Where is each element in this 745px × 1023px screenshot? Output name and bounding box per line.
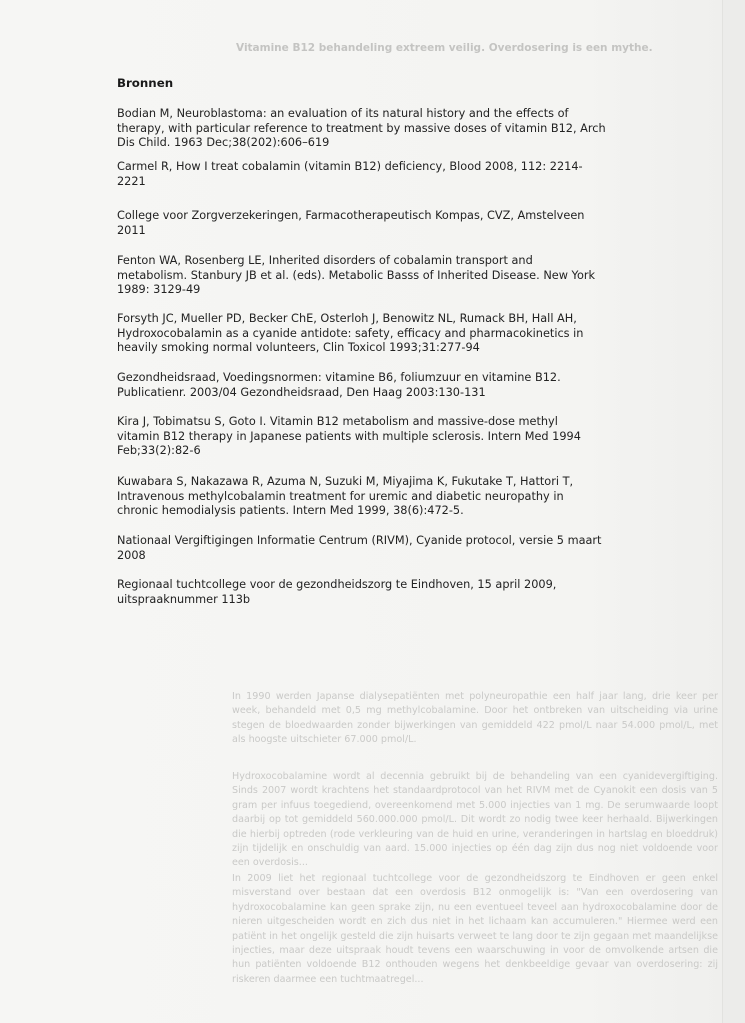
reference-line: therapy, with particular reference to treatment by massive doses of vitamin B12, Arch — [117, 121, 606, 135]
reference-line: Nationaal Vergiftigingen Informatie Centrum (RIVM), Cyanide protocol, versie 5 maart — [117, 534, 602, 547]
reference-line: Kuwabara S, Nakazawa R, Azuma N, Suzuki M, Miyajima K, Fukutake T, Hattori T, — [117, 475, 574, 488]
bleed-through-title: Vitamine B12 behandeling extreem veilig. Overdosering is een mythe. — [236, 42, 653, 54]
reference-line: Regionaal tuchtcollege voor de gezondheidszorg te Eindhoven, 15 april 2009, — [117, 578, 557, 591]
reference-line: 2011 — [117, 223, 146, 237]
reference-item — [117, 312, 583, 356]
reference-line: Intravenous methylcobalamin treatment for uremic and diabetic neuropathy in — [117, 489, 564, 503]
reference-line: Carmel R, How I treat cobalamin (vitamin B12) deficiency, Blood 2008, 112: 2214- — [117, 160, 583, 173]
bleed-through-paragraph: In 2009 liet het regionaal tuchtcollege voor de gezondheidszorg te Eindhoven er geen enkel misverstand over bestaan dat een overdosis B12 onmogelijk is: "Van een overdosering van hydroxocobalamine kan geen sprake zijn, nu een eventueel teveel aan hydroxocobalamine door de nieren uitgescheiden wordt en zich dus niet in het lichaam kan accumuleren." Hiermee werd een patiënt in het ongelijk gesteld die zijn huisarts verweet te lang door te zijn gegaan met maandelijkse injecties, maar deze uitspraak houdt tevens een waarschuwing in voor de omvolkende artsen die hun patiënten voldoende B12 onthouden wegens het denkbeeldige gevaar van overdosering: zij riskeren daarmee een tuchtmaatregel... — [232, 873, 718, 985]
reference-item — [117, 254, 595, 298]
reference-line: Feb;33(2):82-6 — [117, 444, 201, 458]
page-edge — [722, 0, 745, 1023]
reference-line: 2008 — [117, 548, 146, 562]
reference-item — [117, 475, 573, 519]
section-heading: Bronnen — [117, 76, 174, 90]
reference-line: uitspraaknummer 113b — [117, 592, 251, 606]
reference-item — [117, 209, 584, 238]
reference-item — [117, 415, 581, 459]
reference-line: Fenton WA, Rosenberg LE, Inherited disorders of cobalamin transport and — [117, 254, 533, 267]
reference-line: Kira J, Tobimatsu S, Goto I. Vitamin B12 metabolism and massive-dose methyl — [117, 415, 558, 428]
reference-line: vitamin B12 therapy in Japanese patients with multiple sclerosis. Intern Med 1994 — [117, 429, 581, 443]
reference-line: Forsyth JC, Mueller PD, Becker ChE, Osterloh J, Benowitz NL, Rumack BH, Hall AH, — [117, 312, 577, 325]
reference-line: 2221 — [117, 174, 146, 188]
reference-item — [117, 107, 606, 151]
bleed-through-paragraph: Hydroxocobalamine wordt al decennia gebruikt bij de behandeling van een cyanidevergiftiging. Sinds 2007 wordt krachtens het standaardprotocol van het RIVM met de Cyanokit een dosis van 5 gram per infuus toegediend, overeenkomend met 5.000 injecties van 1 mg. De serumwaarde loopt daarbij op tot gemiddeld 560.000.000 pmol/L. Dit wordt zo nodig twee keer herhaald. Bijwerkingen die hierbij optreden (rode verkleuring van de huid en urine, veranderingen in hartslag en bloeddruk) zijn tijdelijk en onschuldig van aard. 15.000 injecties op één dag zijn dus nog niet voldoende voor een overdosis... — [232, 771, 718, 869]
reference-item — [117, 534, 602, 563]
reference-line: metabolism. Stanbury JB et al. (eds). Metabolic Basss of Inherited Disease. New York — [117, 268, 596, 282]
reference-line: chronic hemodialysis patients. Intern Med 1999, 38(6):472-5. — [117, 504, 464, 518]
reference-item — [117, 371, 561, 400]
bleed-through-paragraph: In 1990 werden Japanse dialysepatiënten met polyneuropathie een half jaar lang, drie keer per week, behandeld met 0,5 mg methylcobalamine. Door het ontbreken van uitscheiding via urine stegen de bloedwaarden zonder bijwerkingen van gemiddeld 422 pmol/L naar 54.000 pmol/L, met als hoogste uitschieter 67.000 pmol/L. — [232, 691, 718, 746]
reference-item — [117, 160, 583, 189]
reference-line: Gezondheidsraad, Voedingsnormen: vitamine B6, foliumzuur en vitamine B12. — [117, 371, 561, 384]
reference-line: College voor Zorgverzekeringen, Farmacotherapeutisch Kompas, CVZ, Amstelveen — [117, 209, 585, 222]
reference-line: Dis Child. 1963 Dec;38(202):606–619 — [117, 136, 330, 150]
reference-line: 1989: 3129-49 — [117, 283, 201, 297]
reference-line: heavily smoking normal volunteers, Clin Toxicol 1993;31:277-94 — [117, 341, 480, 355]
reference-item — [117, 578, 556, 607]
reference-line: Bodian M, Neuroblastoma: an evaluation of its natural history and the effects of — [117, 107, 569, 120]
reference-line: Hydroxocobalamin as a cyanide antidote: safety, efficacy and pharmacokinetics in — [117, 326, 584, 340]
reference-line: Publicatienr. 2003/04 Gezondheidsraad, Den Haag 2003:130-131 — [117, 385, 486, 399]
